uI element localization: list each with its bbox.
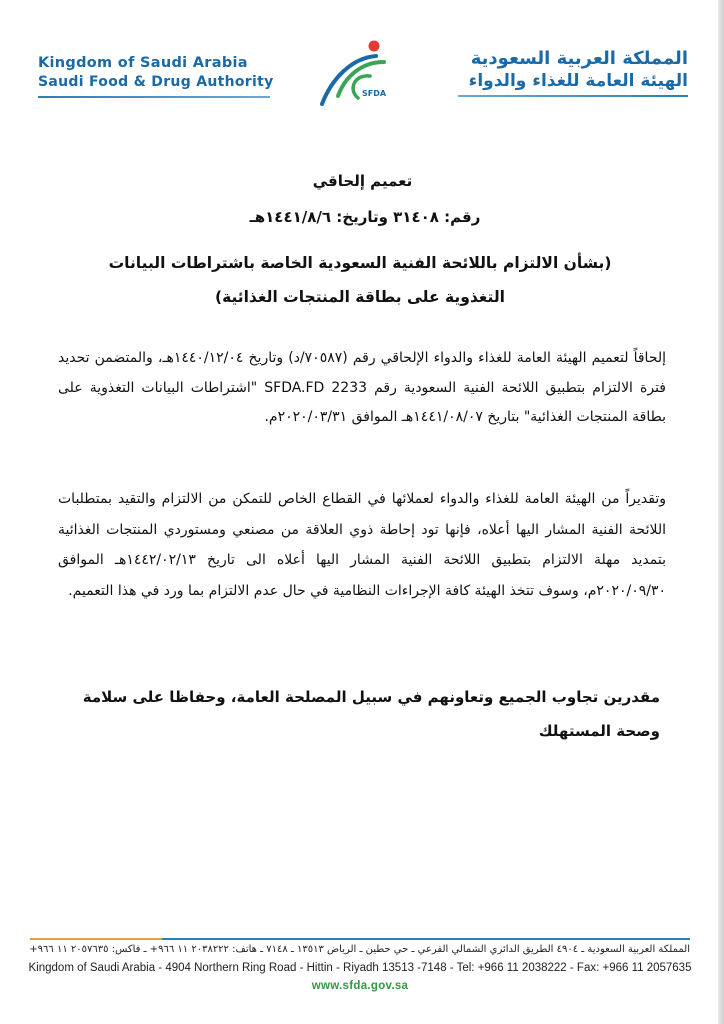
memo-paragraph-2: وتقديراً من الهيئة العامة للغذاء والدواء لعملائها في القطاع الخاص للتمكن من الالتزام والتقيد بمتطلبات اللائحة الفنية المشار اليها أعلاه، فإنها تود إحاطة ذوي العلاقة من مصنعي ومستوردي المنتجات الغذائية بتمديد مهلة الالتزام بتطبيق اللائحة الفنية المشار اليها أعلاه الى تاريخ ١٤٤٢/٠٢/١٣هـ الموافق ٢٠٢٠/٠٩/٣٠م، وسوف تتخذ الهيئة كافة الإجراءات النظامية في حال عدم الالتزام بما ورد في هذا التعميم. (58, 491, 666, 599)
memo-closing: مقدرين تجاوب الجميع وتعاونهم في سبيل المصلحة العامة، وحفاظا على سلامة وصحة المستهلك (82, 688, 660, 740)
logo-red-dot (369, 41, 380, 52)
logo-text: SFDA (362, 89, 387, 98)
header-authority-en: Saudi Food & Drug Authority (38, 74, 274, 90)
footer-rule (30, 938, 690, 940)
header-arabic (448, 48, 688, 97)
header-authority-ar: الهيئة العامة للغذاء والدواء (468, 71, 688, 91)
memo-title: تعميم إلحاقي (312, 172, 413, 190)
footer-address-en: Kingdom of Saudi Arabia - 4904 Northern Ring Road - Hittin - Riyadh 13513 -7148 - Tel: +966 11 2038222 - Fax: +966 11 2057635 (28, 962, 692, 974)
header-english (38, 54, 278, 98)
header-country-en: Kingdom of Saudi Arabia (38, 55, 248, 71)
footer-address-ar: المملكة العربية السعودية ـ ٤٩٠٤ الطريق الدائري الشمالي الفرعي ـ حي حطين ـ الرياض ١٣٥١٣ ـ ٧١٤٨ ـ هاتف: ٢٠٣٨٢٢٢ ١١ ٩٦٦+ ـ فاكس: ٢٠٥٧٦٣٥ ١١ ٩٦٦+ (29, 944, 690, 955)
sfda-logo (318, 38, 394, 110)
memo-reference: رقم: ٣١٤٠٨ وتاريخ: ١٤٤١/٨/٦هـ (249, 208, 481, 226)
header-rule-ar (458, 95, 688, 97)
memo-subject: (بشأن الالتزام باللائحة الفنية السعودية الخاصة باشتراطات البيانات التغذوية على بطاقة المنتجات الغذائية) (108, 254, 612, 306)
header-country-ar: المملكة العربية السعودية (470, 48, 688, 69)
footer-website-link[interactable]: www.sfda.gov.sa (311, 980, 409, 992)
memo-paragraph-1: إلحاقاً لتعميم الهيئة العامة للغذاء والدواء الإلحاقي رقم (٧٠٥٨٧/د) وتاريخ ١٤٤٠/١٢/٠٤هـ، والمتضمن تحديد فترة الالتزام بتطبيق اللائحة الفنية السعودية رقم SFDA.FD 2233 "اشتراطات البيانات التغذوية على بطاقة المنتجات الغذائية" بتاريخ ١٤٤١/٠٨/٠٧هـ الموافق ٢٠٢٠/٠٣/٣١م. (58, 350, 667, 425)
header-rule-en (38, 96, 270, 98)
page-edge (718, 0, 724, 1024)
